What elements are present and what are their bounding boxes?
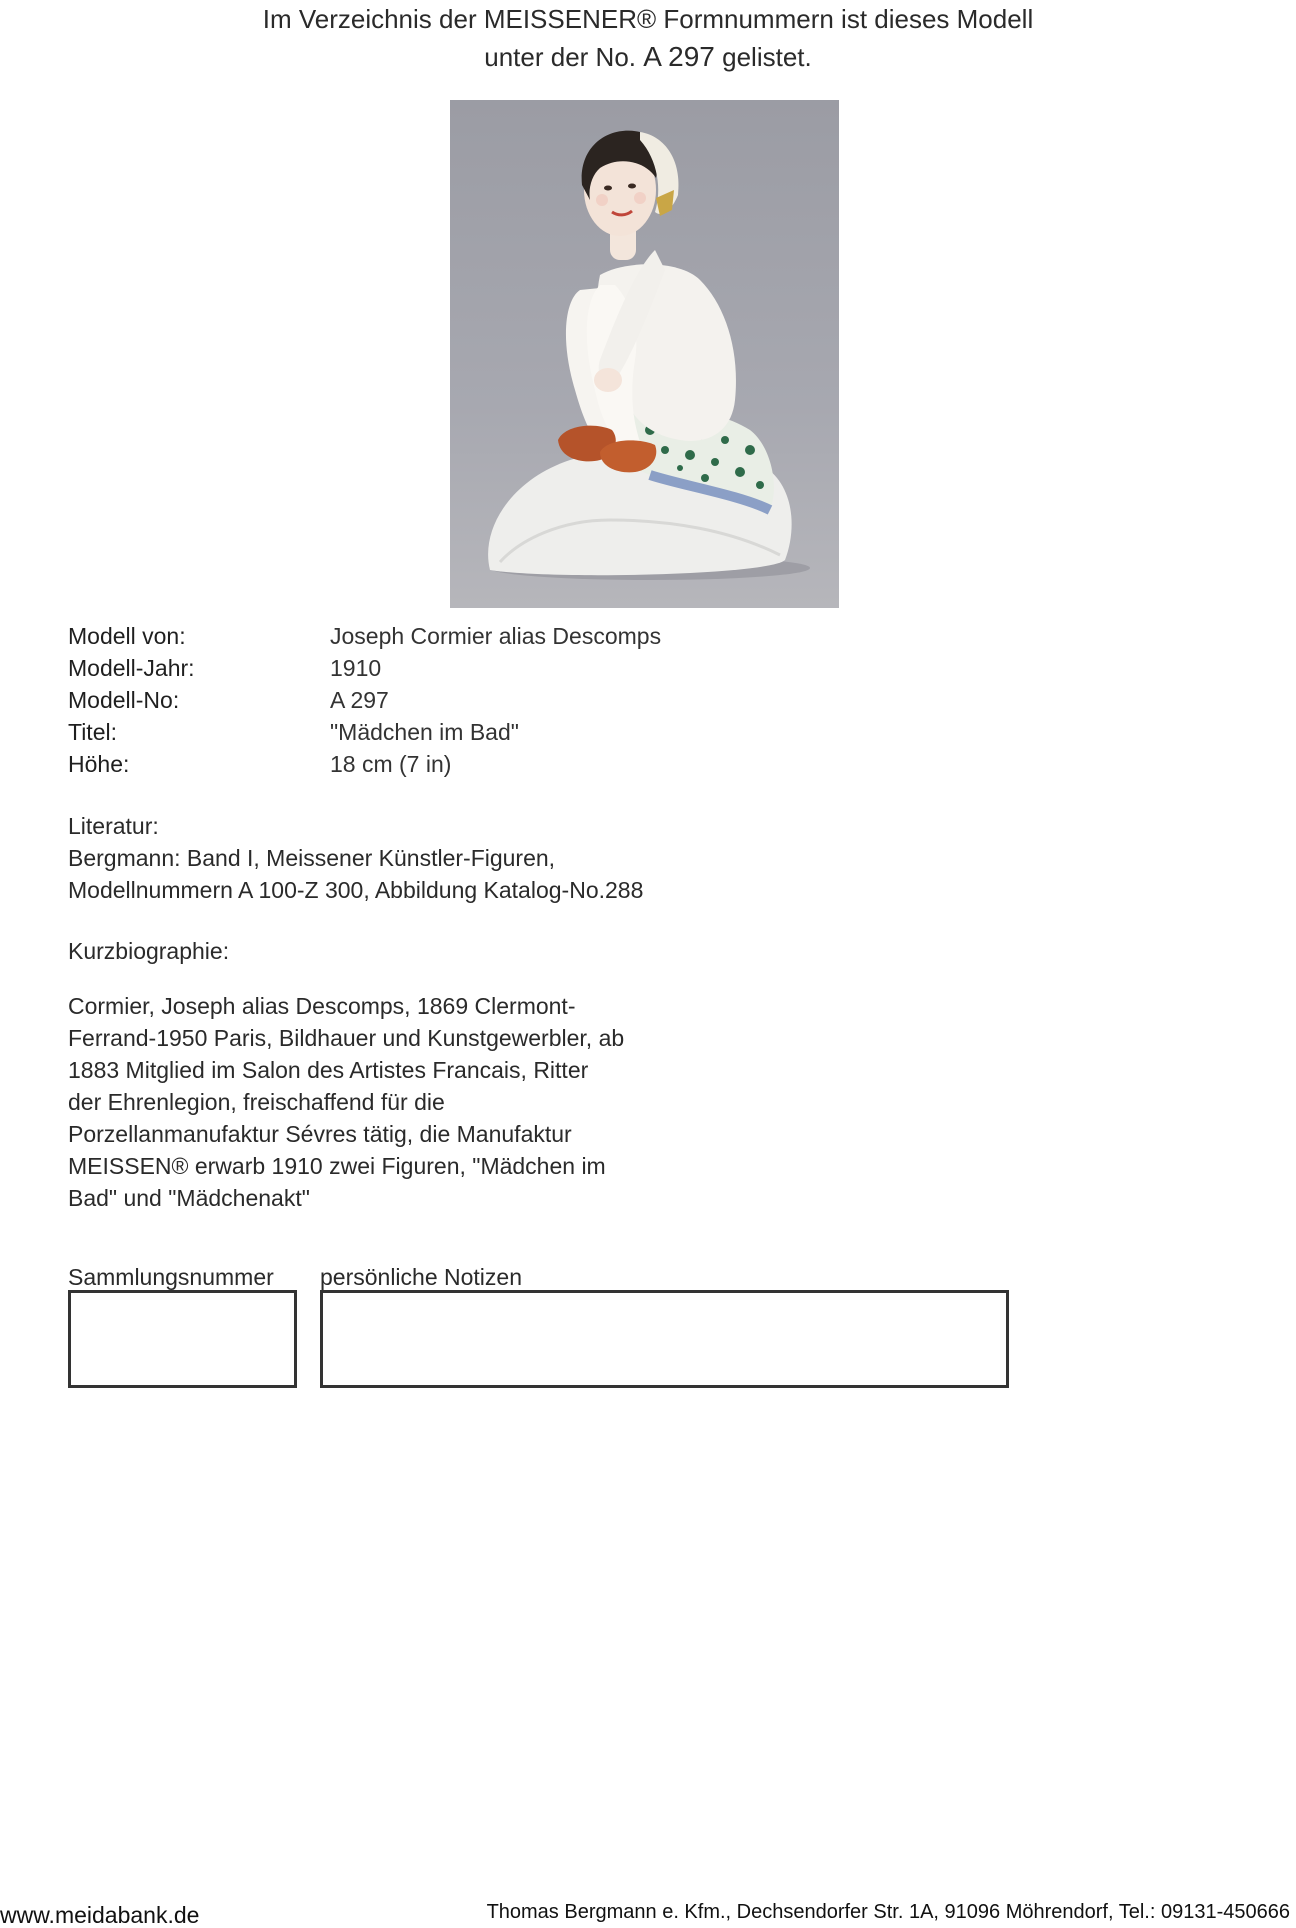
biography-line: Porzellanmanufaktur Sévres tätig, die Manufaktur	[68, 1121, 572, 1147]
fact-row-model-by	[68, 620, 661, 652]
collection-number-field[interactable]	[68, 1290, 297, 1388]
header-line-1: Im Verzeichnis der MEISSENER® Formnummern ist dieses Modell	[262, 4, 1034, 34]
figurine-photo	[450, 100, 839, 608]
header-model-number: A 297	[643, 41, 715, 72]
fact-label: Höhe:	[68, 751, 130, 777]
footer-website[interactable]: www.meidabank.de	[0, 1902, 200, 1928]
literature-line-2: Modellnummern A 100-Z 300, Abbildung Katalog-No.288	[68, 877, 644, 903]
biography-line: 1883 Mitglied im Salon des Artistes Francais, Ritter	[68, 1057, 589, 1083]
literature-title: Literatur:	[68, 813, 159, 839]
personal-notes-field[interactable]	[320, 1290, 1009, 1388]
biography-title: Kurzbiographie:	[68, 938, 230, 964]
fact-label: Modell-No:	[68, 687, 180, 713]
header-line-2-prefix: unter der No.	[484, 42, 637, 72]
biography-line: Ferrand-1950 Paris, Bildhauer und Kunstgewerbler, ab	[68, 1025, 625, 1051]
biography-line: der Ehrenlegion, freischaffend für die	[68, 1089, 445, 1115]
biography-line: MEISSEN® erwarb 1910 zwei Figuren, "Mädchen im	[68, 1153, 606, 1179]
header-line-2-suffix: gelistet.	[722, 42, 812, 72]
collection-number-label: Sammlungsnummer	[68, 1264, 274, 1290]
fact-row-height	[68, 748, 661, 780]
fact-value: "Mädchen im Bad"	[330, 719, 519, 745]
biography-line: Bad" und "Mädchenakt"	[68, 1185, 310, 1211]
fact-value: 18 cm (7 in)	[330, 751, 452, 777]
header-line-2	[0, 38, 1296, 76]
fact-row-model-year	[68, 652, 661, 684]
fact-value: 1910	[330, 655, 382, 681]
fact-value: Joseph Cormier alias Descomps	[330, 623, 662, 649]
fact-label: Modell von:	[68, 623, 186, 649]
literature-section	[68, 810, 643, 906]
biography-line: Cormier, Joseph alias Descomps, 1869 Clermont-	[68, 993, 576, 1019]
fact-label: Titel:	[68, 719, 117, 745]
figurine-illustration	[450, 100, 839, 608]
footer-contact: Thomas Bergmann e. Kfm., Dechsendorfer Str. 1A, 91096 Möhrendorf, Tel.: 09131-450666	[486, 1901, 1290, 1923]
fact-value: A 297	[330, 687, 389, 713]
fact-row-title	[68, 716, 661, 748]
page-header	[0, 0, 1296, 76]
literature-line-1: Bergmann: Band I, Meissener Künstler-Figuren,	[68, 845, 556, 871]
biography-text	[68, 990, 648, 1214]
personal-notes-label: persönliche Notizen	[320, 1264, 523, 1290]
model-facts	[68, 620, 661, 780]
fact-label: Modell-Jahr:	[68, 655, 195, 681]
fact-row-model-no	[68, 684, 661, 716]
